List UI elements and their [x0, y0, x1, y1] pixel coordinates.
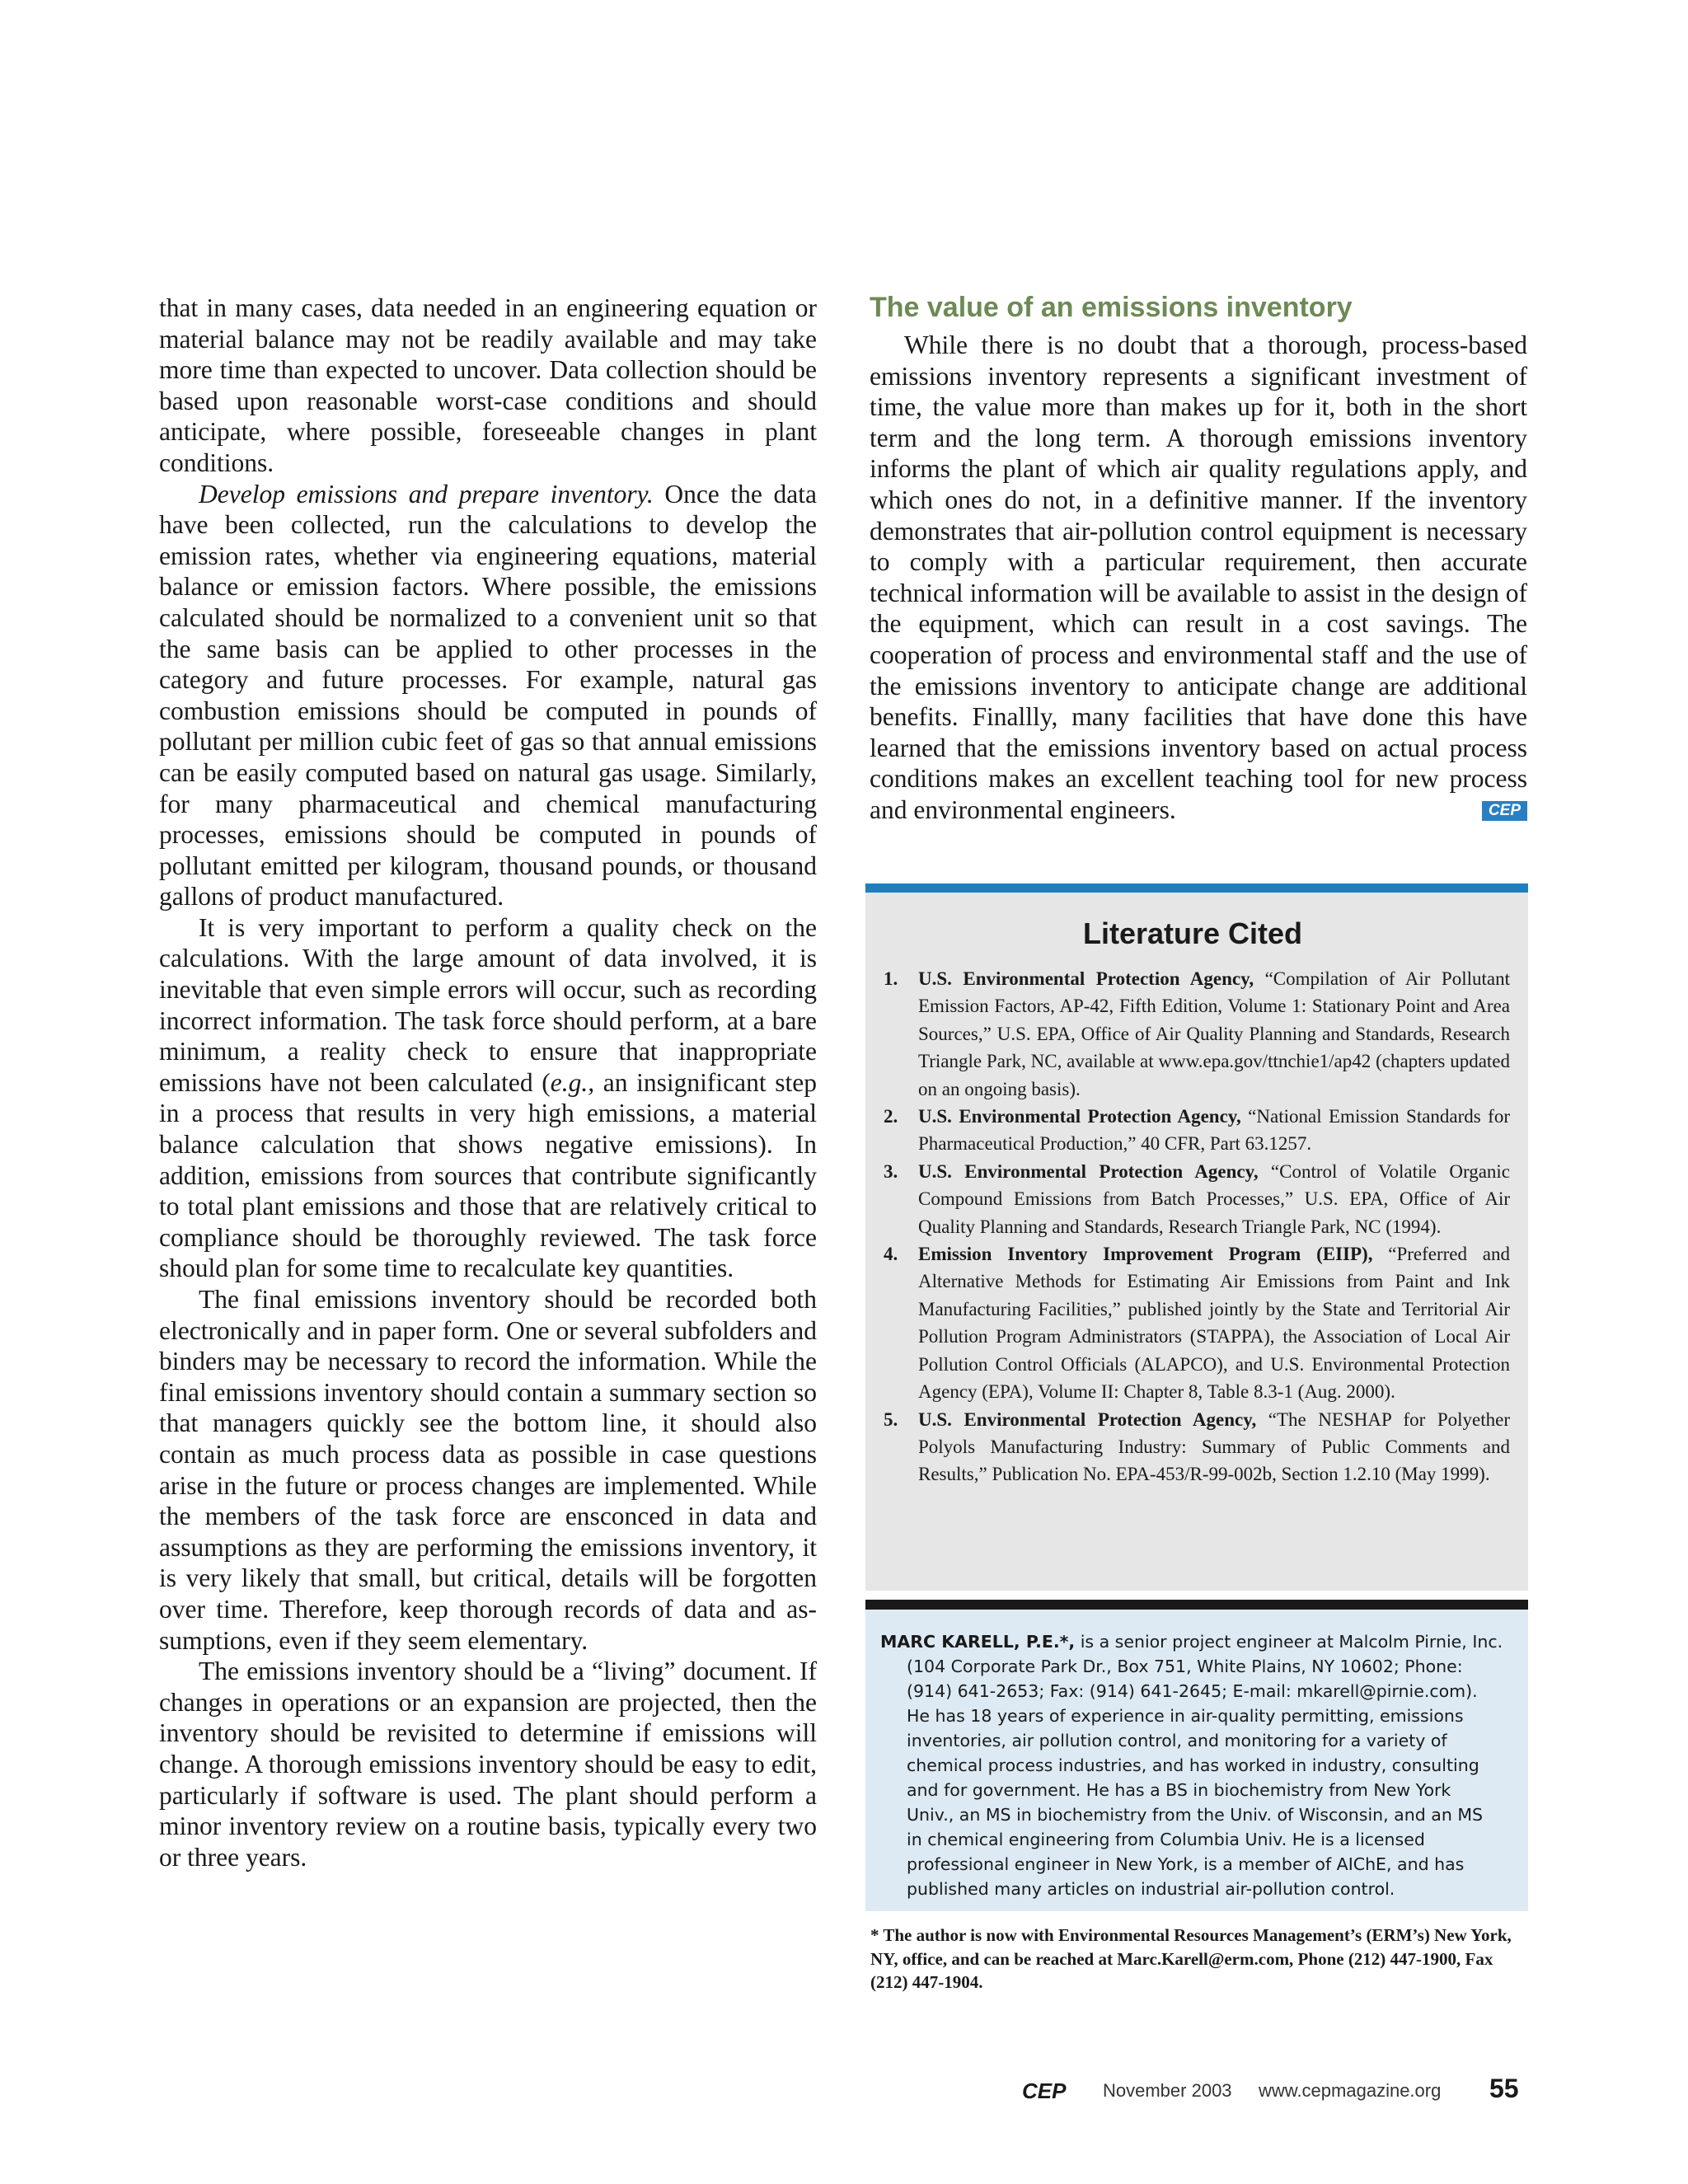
reference-number: 4. [884, 1244, 898, 1265]
divider-rule [865, 1600, 1528, 1610]
body-paragraph [159, 912, 817, 1284]
value-section [870, 290, 1527, 826]
reference-author: U.S. Environmental Protection Agency, [918, 1160, 1259, 1182]
literature-title: Literature Cited [1082, 916, 1303, 950]
body-paragraph: The emissions inventory should be a “living” document. If changes in operations or an expansion are projected, then the inventory should be revisited to determine if emissions will change. A thorough emissions inventory should be easy to edit, particularly if software is used. The plant should perform a minor inventory review on a routine basis, typically every two or three years. [159, 1657, 817, 1872]
end-of-article-badge: CEP [1482, 801, 1527, 821]
paragraph-text: While there is no doubt that a thorough, process-based emissions inventory represents a significant investment of time, the value more than makes up for it, both in the short term and the long term. A thorough emissions inventory informs the plant of which air quality regulations apply, and which ones do not, in a definitive manner. If the inventory demonstrates that air-pollution control equipment is necessary to comply with a particular requirement, then accurate technical information will be available to assist in the design of the equipment, which can result in a cost savings. The cooperation of process and environmental staff and the use of the emissions inventory to anticipate change are additional benefits. Finallly, many facilities that have done this have learned that the emissions inventory based on actual process conditions makes an excellent teaching tool for new process and environmental engineers. [870, 330, 1527, 824]
literature-cited-box [865, 883, 1528, 1591]
run-in-heading: Develop emissions and prepare inventory. [199, 479, 654, 509]
reference-item [875, 1103, 1510, 1158]
reference-list [875, 965, 1510, 1488]
reference-author: U.S. Environmental Protection Agency, [918, 1408, 1257, 1430]
reference-author: U.S. Environmental Protection Agency, [918, 968, 1254, 989]
footer-url: www.cepmagazine.org [1259, 2080, 1442, 2101]
reference-author: Emission Inventory Improvement Program (EIIP), [918, 1244, 1373, 1265]
reference-number: 3. [884, 1160, 898, 1182]
reference-item [875, 1158, 1510, 1240]
reference-item [875, 1240, 1510, 1405]
footer-date: November 2003 [1103, 2080, 1232, 2101]
reference-number: 1. [884, 968, 898, 989]
author-footnote: * The author is now with Environmental Resources Management’s (ERM’s) New York, NY, office, and can be reached at Marc.Karell@erm.com, Phone (212) 447-1900, Fax (212) 447-1904. [870, 1925, 1512, 1993]
author-bio-box [865, 1610, 1528, 1911]
reference-item [875, 1406, 1510, 1488]
body-paragraph [159, 479, 817, 912]
author-name: MARC KARELL, P.E.*, [880, 1632, 1076, 1652]
paragraph-text: an insignificant step in a process that results in very high emissions, a material balance calculation that shows negative emissions). In addition, emissions from sources that contribute significantly to total plant emissions and those that are relatively critical to compliance should be thoroughly reviewed. The task force should plan for some time to recalculate key quantities. [159, 1067, 817, 1283]
body-paragraph: The final emissions inventory should be recorded both electronically and in paper form. One or several subfolders and binders may be necessary to record the information. While the final emissions inventory should contain a summary section so that managers quickly see the bottom line, it should also contain as much process data as possible in case questions arise in the future or process changes are implemented. While the members of the task force are ensconced in data and assumptions as they are performing the emissions inventory, it is very likely that small, but critical, details will be forgotten over time. Therefore, keep thorough records of data and assumptions, even if they seem elementary. [159, 1285, 817, 1655]
reference-text: “National Emission Standards for Pharmaceutical Production,” 40 CFR, Part 63.1257. [918, 1106, 1510, 1155]
reference-text: “Compilation of Air Pollutant Emission Factors, AP-42, Fifth Edition, Volume 1: Stationary Point and Area Sources,” U.S. EPA, Office of Air Quality Planning and Standards, Research Triangle Park, NC, available at www.epa.gov/ttnchie1/ap42 (chapters updated on an ongoing basis). [918, 968, 1510, 1099]
reference-item [875, 965, 1510, 1103]
abbreviation: e.g., [550, 1067, 595, 1097]
paragraph-text: It is very important to perform a quality check on the calculations. With the large amount of data involved, it is inevitable that even simple errors will occur, such as recording incorrect information. The task force should perform, at a bare minimum, a reality check to ensure that inappropriate emissions have not been calculated ( [159, 912, 817, 1097]
body-paragraph: that in many cases, data needed in an engineering equation or material balance may not be readily available and may take more time than expected to uncover. Data collection should be based upon reasonable worst-case conditions and should anticipate, where possible, foreseeable changes in plant conditions. [159, 293, 817, 477]
reference-text: “Preferred and Alternative Methods for Estimating Air Emissions from Paint and Ink Manufacturing Facilities,” published jointly by the State and Territorial Air Pollution Program Administrators (STAPPA), the Association of Local Air Pollution Control Officials (ALAPCO), and U.S. Environmental Protection Agency (EPA), Volume II: Chapter 8, Table 8.3-1 (Aug. 2000). [918, 1244, 1510, 1403]
paragraph-text: Once the data have been collected, run the calculations to develop the emission rates, whether via engineering equations, material balance or emission factors. Where possible, the emissions calculated should be normalized to a convenient unit so that the same basis can be applied to other processes in the category and future processes. For example, natural gas combustion emissions should be computed in pounds of pollutant per million cubic feet of gas so that annual emissions can be easily computed based on natural gas usage. Similarly, for many pharmaceutical and chemical manufacturing processes, emissions should be computed in pounds of pollutant emitted per kilogram, thousand pounds, or thousand gallons of product manufactured. [159, 479, 817, 912]
reference-author: U.S. Environmental Protection Agency, [918, 1106, 1241, 1127]
body-paragraph [870, 330, 1527, 826]
reference-text: “Control of Volatile Organic Compound Emissions from Batch Processes,” U.S. EPA, Office of Air Quality Planning and Standards, Research Triangle Park, NC (1994). [918, 1160, 1511, 1237]
page-number: 55 [1489, 2074, 1519, 2103]
author-bio [880, 1629, 1503, 1901]
reference-text: “The NESHAP for Polyether Polyols Manufacturing Industry: Summary of Public Comments and Results,” Publication No. EPA-453/R-99-002b, Section 1.2.10 (May 1999). [918, 1408, 1510, 1485]
page-footer [1022, 2074, 1533, 2107]
section-heading: The value of an emissions inventory [870, 292, 1353, 323]
bio-text: is a senior project engineer at Malcolm Pirnie, Inc. (104 Corporate Park Dr., Box 751, White Plains, NY 10602; Phone: (914) 641-2653; Fax: (914) 641-2645; E-mail: mkarell@pirnie.com). He has 18 years of experience in air-quality permitting, emissions inventories, air pollution control, and monitoring for a variety of chemical process industries, and has worked in industry, consulting and for government. He has a BS in biochemistry from New York Univ., an MS in biochemistry from the Univ. of Wisconsin, and an MS in chemical engineering from Columbia Univ. He is a licensed professional engineer in New York, is a member of AIChE, and has published many articles on industrial air-pollution control. [907, 1632, 1503, 1899]
footer-brand: CEP [1022, 2079, 1067, 2103]
reference-number: 5. [884, 1408, 898, 1430]
reference-number: 2. [884, 1106, 898, 1127]
left-column [159, 293, 817, 1872]
